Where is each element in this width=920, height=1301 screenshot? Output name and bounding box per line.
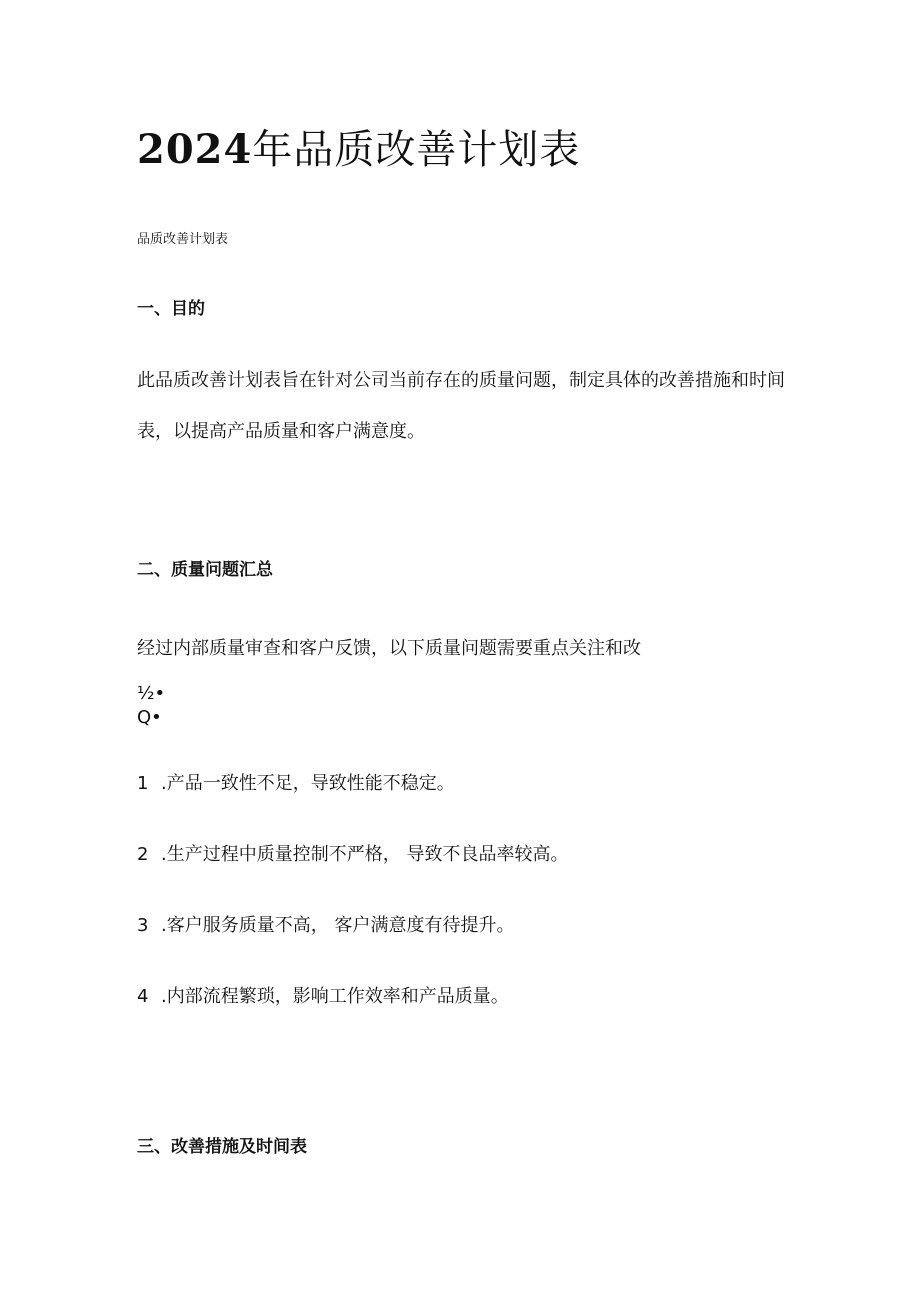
list-item-text: .生产过程中质量控制不严格， 导致不良品率较高。 xyxy=(161,844,569,865)
title-text: 年品质改善计划表 xyxy=(252,127,581,173)
list-item-text: .内部流程繁琐，影响工作效率和产品质量。 xyxy=(161,986,509,1007)
list-item-number: 3 xyxy=(137,915,149,936)
list-item xyxy=(137,840,568,870)
document-subtitle: 品质改善计划表 xyxy=(137,232,229,247)
bullet-glyph-line: Q• xyxy=(137,707,162,728)
bullet-glyph-line: ½• xyxy=(137,683,166,704)
list-item-number: 2 xyxy=(137,844,149,865)
list-item-text: .产品一致性不足，导致性能不稳定。 xyxy=(161,773,455,794)
section-heading-measures-timeline: 三、改善措施及时间表 xyxy=(137,1137,307,1157)
list-item-number: 1 xyxy=(137,773,149,794)
list-item xyxy=(137,911,514,941)
section-paragraph-purpose: 此品质改善计划表旨在针对公司当前存在的质量问题，制定具体的改善措施和时间表，以提高产品质量和客户满意度。 xyxy=(137,370,785,442)
section-heading-purpose: 一、目的 xyxy=(137,299,205,319)
section-paragraph-quality-issues: 经过内部质量审查和客户反馈，以下质量问题需要重点关注和改 xyxy=(137,638,641,659)
list-item xyxy=(137,982,509,1012)
list-item-text: .客户服务质量不高， 客户满意度有待提升。 xyxy=(161,915,515,936)
title-year: 2024 xyxy=(137,126,253,173)
list-item-number: 4 xyxy=(137,986,149,1007)
list-item xyxy=(137,769,455,799)
section-heading-quality-issues: 二、质量问题汇总 xyxy=(137,560,273,580)
document-title xyxy=(137,124,580,176)
